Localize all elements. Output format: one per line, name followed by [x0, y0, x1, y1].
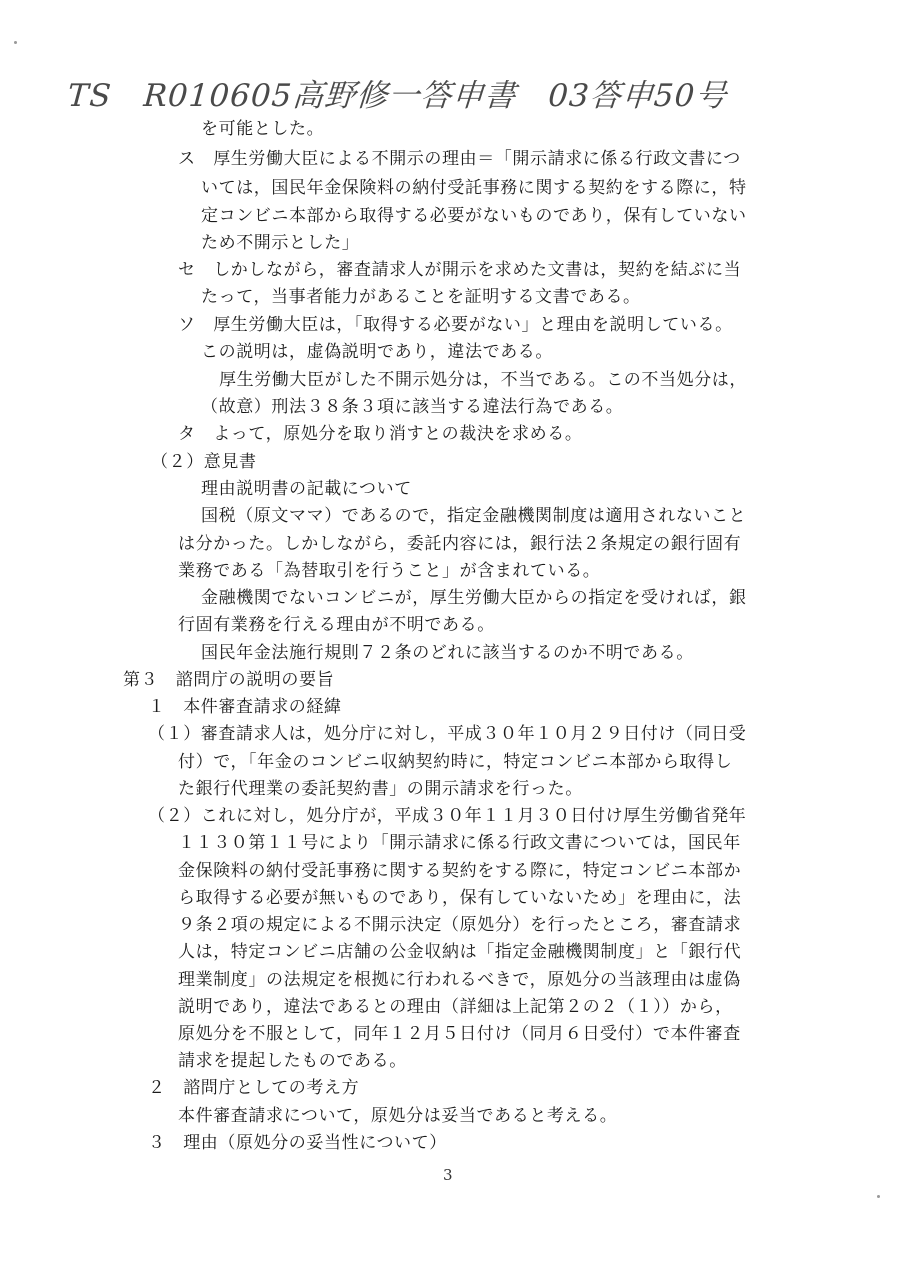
text-line: 厚生労働大臣がした不開示処分は，不当である。この不当処分は， — [219, 370, 747, 390]
text-line: （故意）刑法３８条３項に該当する違法行為である。 — [201, 397, 624, 417]
text-line: ス 厚生労働大臣による不開示の理由＝「開示請求に係る行政文書につ — [178, 149, 741, 169]
text-line: ソ 厚生労働大臣は，「取得する必要がない」と理由を説明している。 — [178, 315, 733, 335]
scan-speck — [14, 41, 17, 44]
text-line: 人は，特定コンビニ店舗の公金収納は「指定金融機関制度」と「銀行代 — [178, 942, 742, 962]
text-line: 原処分を不服として，同年１２月５日付け（同月６日受付）で本件審査 — [178, 1024, 741, 1044]
text-line: ら取得する必要が無いものであり，保有していないため」を理由に，法 — [178, 888, 742, 908]
text-line: 行固有業務を行える理由が不明である。 — [178, 615, 495, 635]
scan-speck — [877, 1195, 880, 1198]
page-number: 3 — [443, 1166, 453, 1184]
text-line: １１３０第１１号により「開示請求に係る行政文書については，国民年 — [178, 833, 741, 853]
handwritten-header-note: TS R010605高野修一答申書 03答申50号 — [66, 78, 729, 114]
text-line: ３ 理由（原処分の妥当性について） — [148, 1133, 447, 1153]
text-line: 付）で，「年金のコンビニ収納契約時に，特定コンビニ本部から取得し — [178, 752, 733, 772]
text-line: を可能とした。 — [201, 119, 325, 139]
text-line: 金融機関でないコンビニが，厚生労働大臣からの指定を受ければ，銀 — [201, 588, 747, 608]
text-line: （１）審査請求人は，処分庁に対し，平成３０年１０月２９日付け（同日受 — [148, 724, 747, 744]
text-line: は分かった。しかしながら，委託内容には，銀行法２条規定の銀行固有 — [178, 534, 742, 554]
text-line: 本件審査請求について，原処分は妥当であると考える。 — [178, 1106, 618, 1126]
text-line: 国税（原文ママ）であるので，指定金融機関制度は適用されないこと — [201, 506, 747, 526]
text-line: 業務である「為替取引を行うこと」が含まれている。 — [178, 561, 601, 581]
text-line: （２）意見書 — [151, 452, 257, 472]
text-line: 国民年金法施行規則７２条のどれに該当するのか不明である。 — [201, 643, 694, 663]
text-line: た銀行代理業の委託契約書」の開示請求を行った。 — [178, 779, 583, 799]
text-line: ９条２項の規定による不開示決定（原処分）を行ったところ，審査請求 — [178, 915, 742, 935]
text-line: 金保険料の納付受託事務に関する契約をする際に，特定コンビニ本部か — [178, 861, 742, 881]
text-line: 請求を提起したものである。 — [178, 1051, 407, 1071]
text-line: （２）これに対し，処分庁が，平成３０年１１月３０日付け厚生労働省発年 — [148, 806, 747, 826]
text-line: 説明であり，違法であるとの理由（詳細は上記第２の２（１））から， — [178, 997, 733, 1017]
text-line: 定コンビニ本部から取得する必要がないものであり，保有していない — [201, 206, 747, 226]
text-line: たって，当事者能力があることを証明する文書である。 — [201, 287, 641, 307]
text-line: タ よって，原処分を取り消すとの裁決を求める。 — [178, 424, 583, 444]
text-line: ２ 諮問庁としての考え方 — [148, 1078, 360, 1098]
text-line: いては，国民年金保険料の納付受託事務に関する契約をする際に，特 — [201, 178, 747, 198]
text-line: １ 本件審査請求の経緯 — [148, 697, 342, 717]
text-line: 理業制度」の法規定を根拠に行われるべきで，原処分の当該理由は虚偽 — [178, 970, 741, 990]
text-line: ため不開示とした」 — [201, 233, 360, 253]
text-line: 理由説明書の記載について — [201, 479, 412, 499]
text-line: セ しかしながら，審査請求人が開示を求めた文書は，契約を結ぶに当 — [178, 260, 742, 280]
text-line: 第３ 諮問庁の説明の要旨 — [123, 670, 335, 690]
text-line: この説明は，虚偽説明であり，違法である。 — [201, 342, 553, 362]
